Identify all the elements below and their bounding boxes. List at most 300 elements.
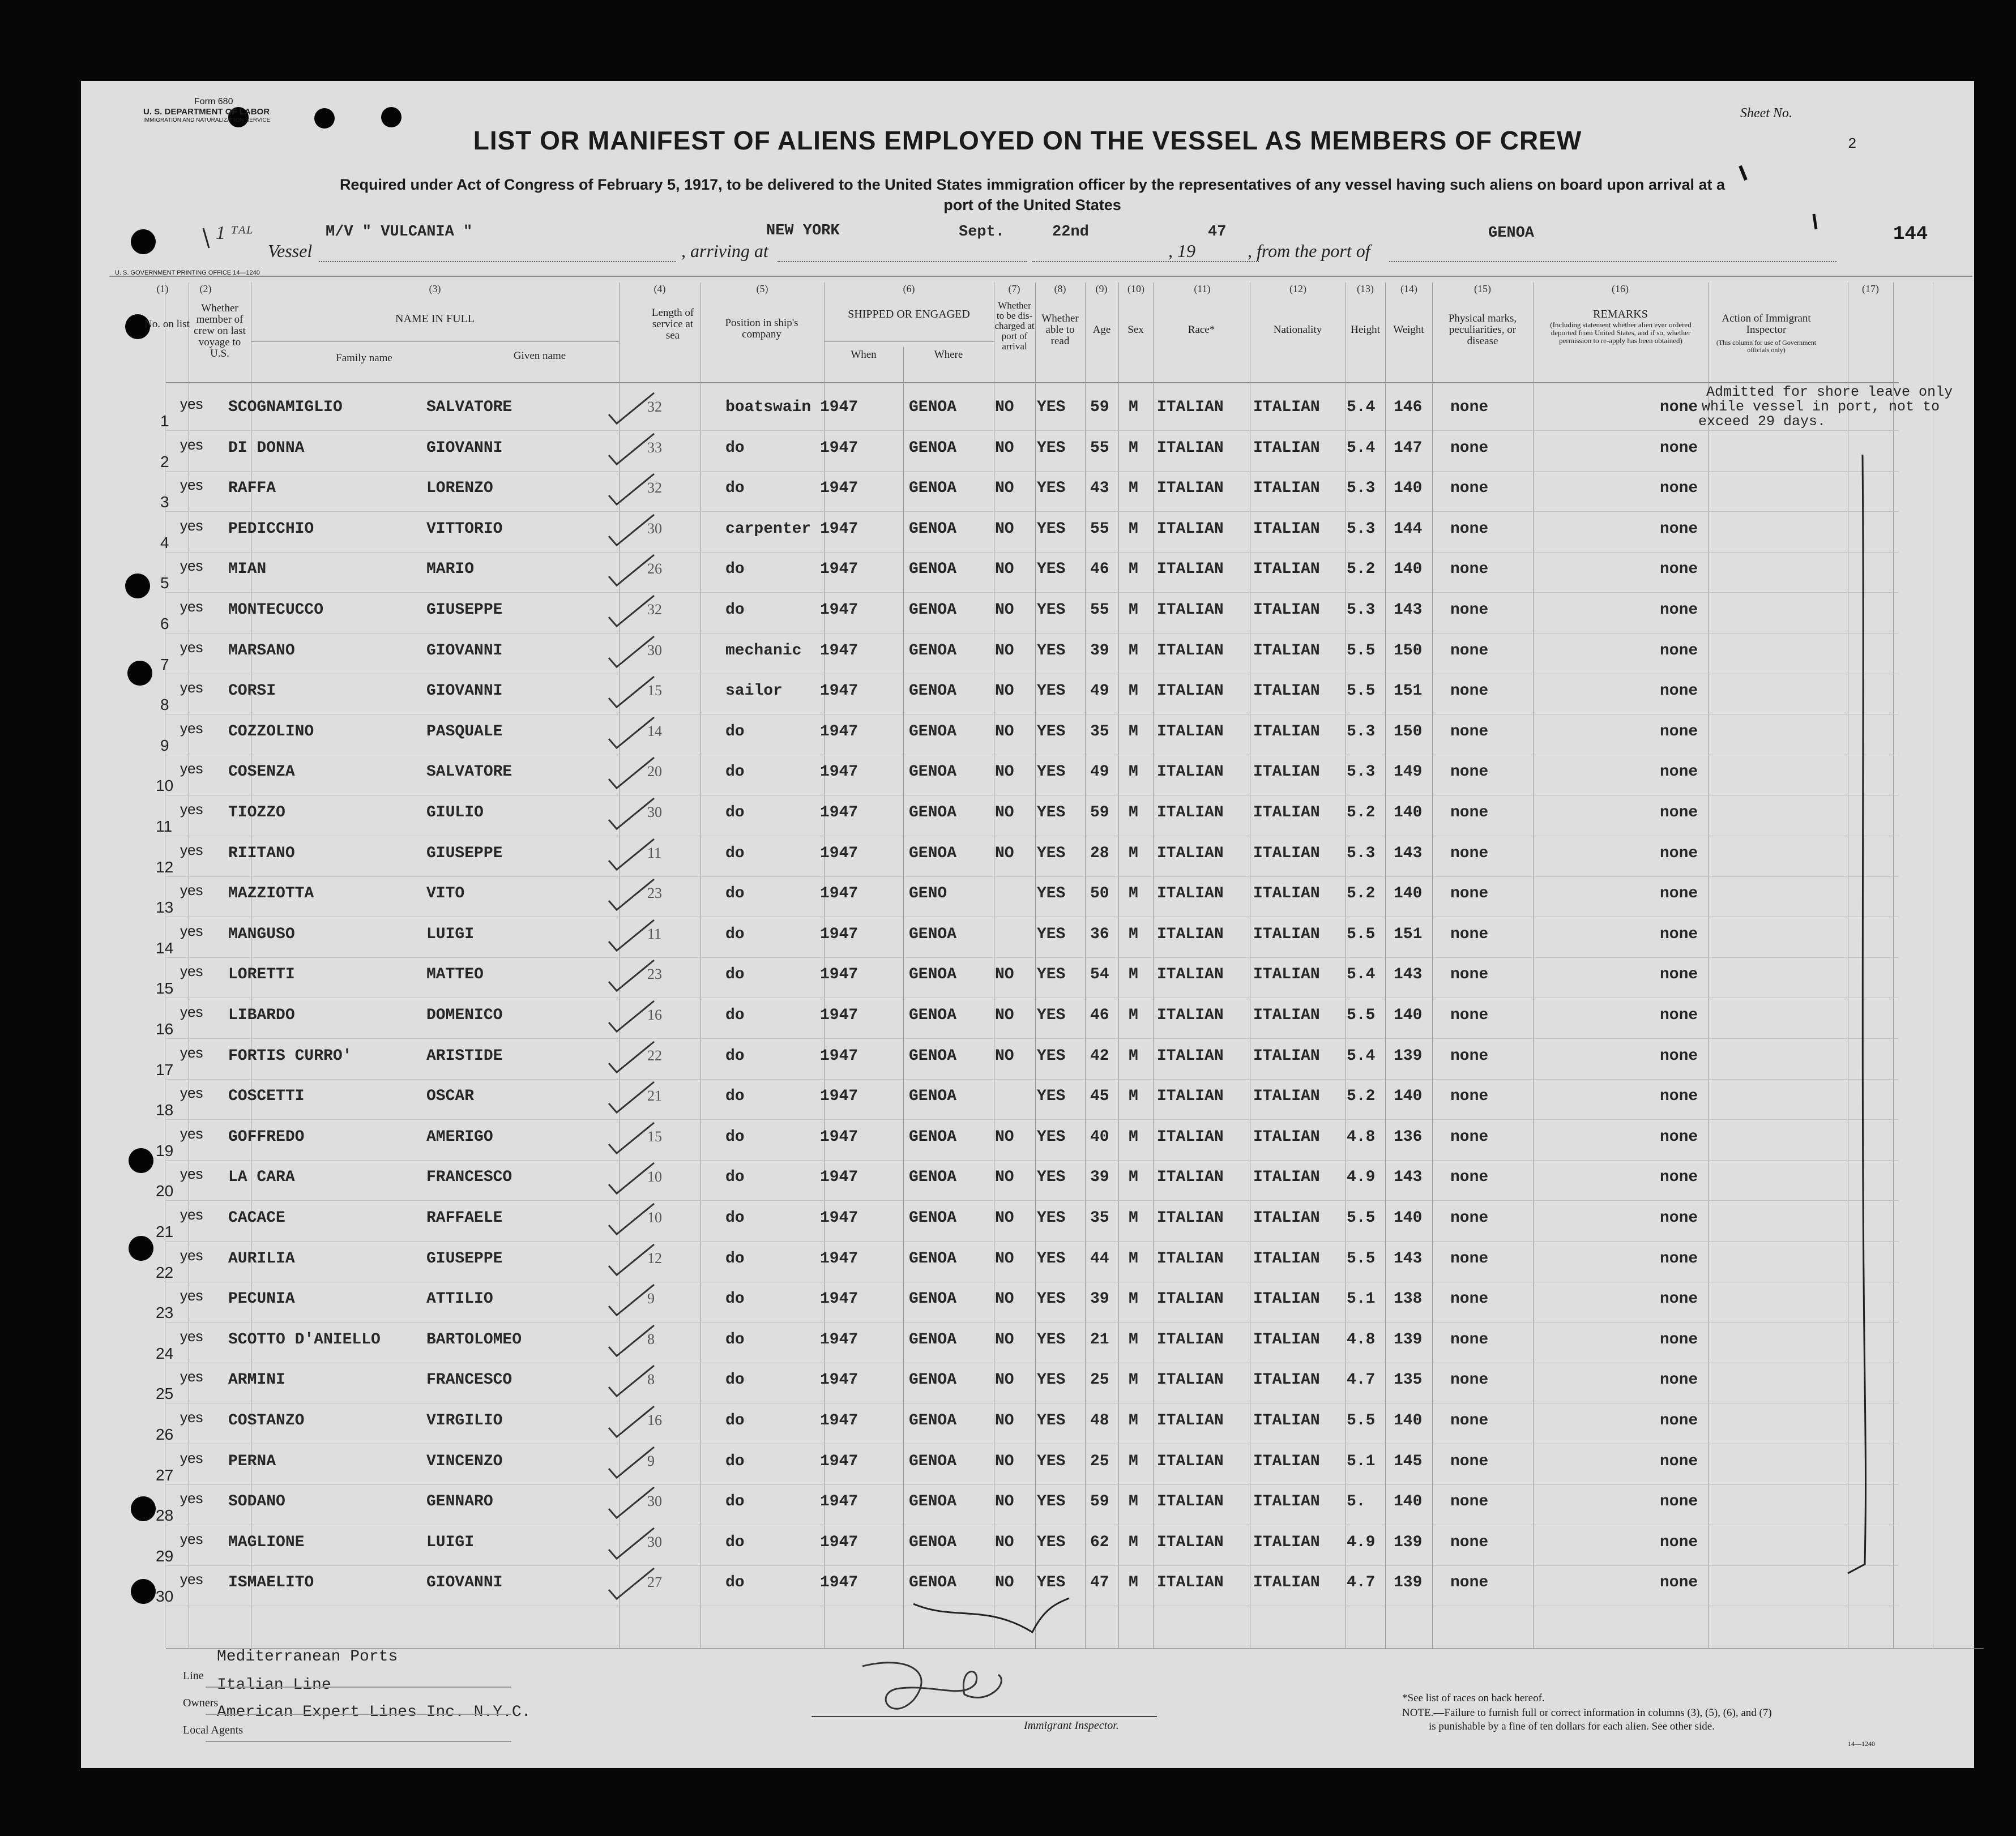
handwritten-list-mark: 1 ᵀᴬᴸ [216, 222, 254, 243]
able-to-read-cell: YES [1037, 926, 1066, 943]
crew-member-cell: yes [180, 1530, 203, 1547]
race-cell: ITALIAN [1157, 560, 1224, 578]
able-to-read-cell: YES [1037, 1209, 1066, 1227]
shipped-when-cell: 1947 [820, 1331, 858, 1349]
height-cell: 5.2 [1347, 804, 1376, 821]
arrival-day: 22nd [1052, 224, 1089, 241]
service-length-cell: 10 [647, 1209, 662, 1226]
shipped-when-cell: 1947 [820, 1290, 858, 1308]
row-number: 15 [156, 979, 174, 997]
col-header-age: Age [1092, 324, 1111, 336]
sex-cell: M [1129, 682, 1138, 700]
crew-member-cell: yes [180, 1449, 203, 1466]
sex-cell: M [1129, 804, 1138, 821]
row-number: 1 [160, 412, 169, 430]
arrival-month: Sept. [959, 224, 1005, 241]
remarks-cell: none [1660, 1574, 1698, 1591]
remarks-cell: none [1660, 1412, 1698, 1430]
shipped-when-cell: 1947 [820, 520, 858, 538]
shipped-where-cell: GENOA [909, 804, 957, 821]
service-length-cell: 14 [647, 723, 662, 739]
service-length-cell: 30 [647, 1534, 662, 1550]
nationality-cell: ITALIAN [1253, 682, 1320, 700]
height-cell: 5.5 [1347, 682, 1376, 700]
race-cell: ITALIAN [1157, 1290, 1224, 1308]
age-cell: 59 [1090, 804, 1109, 821]
able-to-read-cell: YES [1037, 1331, 1066, 1349]
service-length-cell: 32 [647, 601, 662, 618]
nationality-cell: ITALIAN [1253, 804, 1320, 821]
race-cell: ITALIAN [1157, 520, 1224, 538]
given-name-cell: LORENZO [426, 480, 493, 497]
remarks-cell: none [1660, 642, 1698, 660]
family-name-cell: MAGLIONE [228, 1534, 305, 1551]
row-number: 12 [156, 858, 174, 876]
crew-member-cell: yes [180, 476, 203, 493]
race-cell: ITALIAN [1157, 1047, 1224, 1065]
position-cell: do [725, 723, 745, 741]
position-cell: do [725, 1169, 745, 1186]
discharged-cell: NO [995, 1453, 1014, 1470]
height-cell: 5.1 [1347, 1290, 1376, 1308]
discharged-cell: NO [995, 723, 1014, 741]
shipped-where-cell: GENOA [909, 560, 957, 578]
weight-cell: 135 [1394, 1371, 1423, 1389]
crew-member-cell: yes [180, 841, 203, 858]
race-cell: ITALIAN [1157, 1453, 1224, 1470]
able-to-read-cell: YES [1037, 1453, 1066, 1470]
given-name-cell: BARTOLOMEO [426, 1331, 522, 1349]
height-cell: 5. [1347, 1493, 1366, 1510]
position-cell: do [725, 439, 745, 457]
shipped-where-cell: GENOA [909, 1250, 957, 1268]
sex-cell: M [1129, 1453, 1138, 1470]
physical-marks-cell: none [1450, 1047, 1489, 1065]
weight-cell: 139 [1394, 1331, 1423, 1349]
row-number: 9 [160, 737, 169, 754]
nationality-cell: ITALIAN [1253, 763, 1320, 781]
service-length-cell: 30 [647, 1493, 662, 1509]
discharged-cell: NO [995, 520, 1014, 538]
shipped-when-cell: 1947 [820, 1371, 858, 1389]
physical-marks-cell: none [1450, 1169, 1489, 1186]
shipped-when-cell: 1947 [820, 1047, 858, 1065]
height-cell: 4.9 [1347, 1534, 1376, 1551]
race-cell: ITALIAN [1157, 1493, 1224, 1510]
row-number: 21 [156, 1223, 174, 1240]
crew-member-cell: yes [180, 1165, 203, 1182]
column-number: (9) [1095, 283, 1108, 294]
crew-member-cell: yes [180, 1003, 203, 1020]
weight-cell: 143 [1394, 966, 1423, 983]
height-cell: 5.3 [1347, 601, 1376, 619]
age-cell: 55 [1090, 601, 1109, 619]
service-length-cell: 16 [647, 1412, 662, 1428]
position-cell: do [725, 804, 745, 821]
shipped-when-cell: 1947 [820, 560, 858, 578]
given-name-cell: PASQUALE [426, 723, 503, 741]
sex-cell: M [1129, 926, 1138, 943]
sex-cell: M [1129, 845, 1138, 862]
row-number: 5 [160, 574, 169, 592]
sex-cell: M [1129, 399, 1138, 416]
height-cell: 5.5 [1347, 1007, 1376, 1024]
col-header-remarks-note: (Including statement whether alien ever ordered deported from United States, and if so, whether permission to re-apply has been obtained) [1550, 320, 1692, 345]
shipped-where-cell: GENOA [909, 1088, 957, 1105]
nationality-cell: ITALIAN [1253, 723, 1320, 741]
shipped-where-cell: GENOA [909, 520, 957, 538]
shipped-where-cell: GENOA [909, 723, 957, 741]
sex-cell: M [1129, 1331, 1138, 1349]
shipped-when-cell: 1947 [820, 804, 858, 821]
nationality-cell: ITALIAN [1253, 1290, 1320, 1308]
given-name-cell: GIOVANNI [426, 1574, 503, 1591]
crew-member-cell: yes [180, 1084, 203, 1101]
race-cell: ITALIAN [1157, 1169, 1224, 1186]
shipped-when-cell: 1947 [820, 723, 858, 741]
from-port-label: , from the port of [1248, 241, 1370, 261]
family-name-cell: COZZOLINO [228, 723, 314, 741]
nationality-cell: ITALIAN [1253, 1574, 1320, 1591]
year-prefix: , 19 [1168, 241, 1195, 261]
service-name: IMMIGRATION AND NATURALIZATION SERVICE [143, 117, 271, 123]
able-to-read-cell: YES [1037, 1493, 1066, 1510]
manifest-sheet [81, 81, 1974, 1768]
race-cell: ITALIAN [1157, 845, 1224, 862]
family-name-cell: COSTANZO [228, 1412, 305, 1430]
age-cell: 25 [1090, 1371, 1109, 1389]
row-number: 4 [160, 534, 169, 551]
family-name-cell: COSCETTI [228, 1088, 305, 1105]
position-cell: do [725, 1209, 745, 1227]
height-cell: 5.5 [1347, 642, 1376, 660]
position-cell: do [725, 885, 745, 902]
weight-cell: 136 [1394, 1128, 1423, 1146]
able-to-read-cell: YES [1037, 1534, 1066, 1551]
given-name-cell: VINCENZO [426, 1453, 503, 1470]
given-name-cell: GIUSEPPE [426, 845, 503, 862]
position-cell: do [725, 1331, 745, 1349]
nationality-cell: ITALIAN [1253, 1453, 1320, 1470]
remarks-cell: none [1660, 723, 1698, 741]
able-to-read-cell: YES [1037, 966, 1066, 983]
given-name-cell: FRANCESCO [426, 1169, 512, 1186]
family-name-cell: MANGUSO [228, 926, 295, 943]
year-suffix: 47 [1208, 224, 1227, 241]
row-number: 28 [156, 1507, 174, 1524]
shipped-when-cell: 1947 [820, 1493, 858, 1510]
col-header-family: Family name [336, 352, 392, 364]
row-number: 24 [156, 1345, 174, 1362]
weight-cell: 143 [1394, 601, 1423, 619]
age-cell: 39 [1090, 1290, 1109, 1308]
shipped-where-cell: GENOA [909, 642, 957, 660]
discharged-cell: NO [995, 682, 1014, 700]
physical-marks-cell: none [1450, 1331, 1489, 1349]
race-cell: ITALIAN [1157, 480, 1224, 497]
shipped-when-cell: 1947 [820, 763, 858, 781]
sex-cell: M [1129, 601, 1138, 619]
nationality-cell: ITALIAN [1253, 966, 1320, 983]
family-name-cell: SCOTTO D'ANIELLO [228, 1331, 381, 1349]
nationality-cell: ITALIAN [1253, 1007, 1320, 1024]
race-cell: ITALIAN [1157, 1574, 1224, 1591]
shipped-when-cell: 1947 [820, 1128, 858, 1146]
weight-cell: 140 [1394, 1209, 1423, 1227]
weight-cell: 143 [1394, 1250, 1423, 1268]
able-to-read-cell: YES [1037, 1290, 1066, 1308]
position-cell: do [725, 1574, 745, 1591]
position-cell: do [725, 966, 745, 983]
nationality-cell: ITALIAN [1253, 1169, 1320, 1186]
race-cell: ITALIAN [1157, 1250, 1224, 1268]
family-name-cell: SCOGNAMIGLIO [228, 399, 343, 416]
able-to-read-cell: YES [1037, 1574, 1066, 1591]
family-name-cell: LA CARA [228, 1169, 295, 1186]
crew-member-cell: yes [180, 1044, 203, 1061]
column-number: (10) [1127, 283, 1144, 294]
nationality-cell: ITALIAN [1253, 399, 1320, 416]
service-length-cell: 9 [647, 1290, 655, 1307]
crew-member-cell: yes [180, 557, 203, 574]
family-name-cell: MARSANO [228, 642, 295, 660]
sex-cell: M [1129, 966, 1138, 983]
crew-member-cell: yes [180, 395, 203, 412]
sex-cell: M [1129, 520, 1138, 538]
position-cell: do [725, 560, 745, 578]
remarks-cell: none [1660, 1331, 1698, 1349]
age-cell: 49 [1090, 763, 1109, 781]
height-cell: 5.4 [1347, 966, 1376, 983]
form-number: Form 680 [194, 97, 233, 106]
height-cell: 5.2 [1347, 560, 1376, 578]
physical-marks-cell: none [1450, 1128, 1489, 1146]
shipped-when-cell: 1947 [820, 1534, 858, 1551]
stamp-number: 144 [1893, 224, 1928, 245]
given-name-cell: LUIGI [426, 926, 475, 943]
column-number: (2) [199, 283, 212, 294]
age-cell: 59 [1090, 399, 1109, 416]
shipped-when-cell: 1947 [820, 399, 858, 416]
column-number: (14) [1400, 283, 1417, 294]
height-cell: 5.5 [1347, 1209, 1376, 1227]
position-cell: do [725, 480, 745, 497]
row-number: 23 [156, 1304, 174, 1321]
physical-marks-cell: none [1450, 642, 1489, 660]
shipped-where-cell: GENOA [909, 1128, 957, 1146]
age-cell: 42 [1090, 1047, 1109, 1065]
shipped-when-cell: 1947 [820, 1007, 858, 1024]
sex-cell: M [1129, 723, 1138, 741]
nationality-cell: ITALIAN [1253, 845, 1320, 862]
nationality-cell: ITALIAN [1253, 1047, 1320, 1065]
service-length-cell: 8 [647, 1331, 655, 1347]
nationality-cell: ITALIAN [1253, 601, 1320, 619]
row-number: 7 [160, 656, 169, 673]
weight-cell: 143 [1394, 845, 1423, 862]
agents-value: American Expert Lines Inc. N.Y.C. [217, 1704, 531, 1721]
col-header-race: Race* [1188, 324, 1215, 336]
service-length-cell: 16 [647, 1007, 662, 1023]
race-cell: ITALIAN [1157, 682, 1224, 700]
service-length-cell: 20 [647, 763, 662, 780]
sex-cell: M [1129, 1007, 1138, 1024]
sex-cell: M [1129, 1412, 1138, 1430]
crew-member-cell: yes [180, 639, 203, 656]
weight-cell: 140 [1394, 1088, 1423, 1105]
position-cell: do [725, 845, 745, 862]
weight-cell: 140 [1394, 1493, 1423, 1510]
col-header-no: No. on list [144, 318, 190, 330]
position-cell: do [725, 1128, 745, 1146]
able-to-read-cell: YES [1037, 1371, 1066, 1389]
nationality-cell: ITALIAN [1253, 520, 1320, 538]
race-cell: ITALIAN [1157, 1412, 1224, 1430]
page-title: LIST OR MANIFEST OF ALIENS EMPLOYED ON THE VESSEL AS MEMBERS OF CREW [473, 126, 1582, 155]
crew-member-cell: yes [180, 517, 203, 534]
family-name-cell: SODANO [228, 1493, 285, 1510]
position-cell: do [725, 1453, 745, 1470]
row-number: 27 [156, 1466, 174, 1484]
position-cell: boatswain [725, 399, 811, 416]
physical-marks-cell: none [1450, 1453, 1489, 1470]
row-number: 3 [160, 493, 169, 511]
row-number: 14 [156, 939, 174, 957]
race-cell: ITALIAN [1157, 601, 1224, 619]
column-number: (12) [1289, 283, 1306, 294]
age-cell: 43 [1090, 480, 1109, 497]
shipped-when-cell: 1947 [820, 682, 858, 700]
able-to-read-cell: YES [1037, 399, 1066, 416]
col-header-height: Height [1351, 324, 1380, 336]
height-cell: 5.3 [1347, 480, 1376, 497]
physical-marks-cell: none [1450, 601, 1489, 619]
family-name-cell: DI DONNA [228, 439, 305, 457]
shipped-when-cell: 1947 [820, 439, 858, 457]
height-cell: 4.9 [1347, 1169, 1376, 1186]
shipped-where-cell: GENOA [909, 399, 957, 416]
column-number: (15) [1474, 283, 1491, 294]
physical-marks-cell: none [1450, 399, 1489, 416]
service-length-cell: 12 [647, 1250, 662, 1266]
remarks-cell: none [1660, 1088, 1698, 1105]
age-cell: 59 [1090, 1493, 1109, 1510]
given-name-cell: MATTEO [426, 966, 484, 983]
weight-cell: 140 [1394, 885, 1423, 902]
given-name-cell: LUIGI [426, 1534, 475, 1551]
physical-marks-cell: none [1450, 1412, 1489, 1430]
remarks-cell: none [1660, 560, 1698, 578]
physical-marks-cell: none [1450, 682, 1489, 700]
column-number: (5) [756, 283, 768, 294]
nationality-cell: ITALIAN [1253, 1493, 1320, 1510]
weight-cell: 140 [1394, 1007, 1423, 1024]
family-name-cell: CORSI [228, 682, 276, 700]
department-name: U. S. DEPARTMENT OF LABOR [143, 107, 270, 117]
nationality-cell: ITALIAN [1253, 1371, 1320, 1389]
service-length-cell: 30 [647, 642, 662, 658]
weight-cell: 149 [1394, 763, 1423, 781]
shipped-where-cell: GENOA [909, 1169, 957, 1186]
nationality-cell: ITALIAN [1253, 439, 1320, 457]
position-cell: do [725, 1088, 745, 1105]
position-cell: do [725, 1412, 745, 1430]
shipped-where-cell: GENOA [909, 1412, 957, 1430]
row-number: 11 [156, 818, 173, 835]
service-length-cell: 30 [647, 804, 662, 820]
given-name-cell: MARIO [426, 560, 475, 578]
owners-label: Owners [183, 1697, 219, 1709]
discharged-cell: NO [995, 1128, 1014, 1146]
age-cell: 46 [1090, 560, 1109, 578]
col-header-when: When [851, 349, 877, 361]
position-cell: do [725, 1371, 745, 1389]
nationality-cell: ITALIAN [1253, 885, 1320, 902]
position-cell: sailor [725, 682, 783, 700]
shipped-when-cell: 1947 [820, 1088, 858, 1105]
discharged-cell: NO [995, 1534, 1014, 1551]
column-number: (6) [903, 283, 915, 294]
shipped-where-cell: GENOA [909, 1453, 957, 1470]
shipped-when-cell: 1947 [820, 601, 858, 619]
given-name-cell: GIOVANNI [426, 439, 503, 457]
shipped-where-cell: GENOA [909, 763, 957, 781]
crew-member-cell: yes [180, 922, 203, 939]
remarks-cell: none [1660, 966, 1698, 983]
weight-cell: 139 [1394, 1047, 1423, 1065]
line-label: Line [183, 1670, 204, 1682]
service-length-cell: 23 [647, 966, 662, 982]
physical-marks-cell: none [1450, 763, 1489, 781]
able-to-read-cell: YES [1037, 601, 1066, 619]
family-name-cell: COSENZA [228, 763, 295, 781]
remarks-cell: none [1660, 439, 1698, 457]
height-cell: 5.1 [1347, 1453, 1376, 1470]
row-number: 2 [160, 453, 169, 470]
crew-member-cell: yes [180, 760, 203, 777]
position-cell: carpenter [725, 520, 811, 538]
position-cell: do [725, 926, 745, 943]
discharged-cell: NO [995, 1209, 1014, 1227]
able-to-read-cell: YES [1037, 1088, 1066, 1105]
shipped-where-cell: GENOA [909, 1331, 957, 1349]
remarks-cell: none [1660, 1209, 1698, 1227]
col-header-marks: Physical marks, peculiarities, or disease [1448, 313, 1517, 347]
service-length-cell: 8 [647, 1371, 655, 1388]
row-number: 19 [156, 1142, 174, 1159]
race-cell: ITALIAN [1157, 1331, 1224, 1349]
row-number: 29 [156, 1547, 174, 1565]
position-cell: do [725, 1047, 745, 1065]
remarks-cell: none [1660, 601, 1698, 619]
sex-cell: M [1129, 480, 1138, 497]
nationality-cell: ITALIAN [1253, 642, 1320, 660]
shipped-where-cell: GENOA [909, 1534, 957, 1551]
height-cell: 4.8 [1347, 1331, 1376, 1349]
family-name-cell: RAFFA [228, 480, 276, 497]
discharged-cell: NO [995, 1493, 1014, 1510]
row-number: 6 [160, 615, 169, 632]
remarks-cell: none [1660, 1290, 1698, 1308]
weight-cell: 144 [1394, 520, 1423, 538]
sex-cell: M [1129, 1534, 1138, 1551]
given-name-cell: FRANCESCO [426, 1371, 512, 1389]
family-name-cell: PECUNIA [228, 1290, 295, 1308]
physical-marks-cell: none [1450, 480, 1489, 497]
age-cell: 25 [1090, 1453, 1109, 1470]
nationality-cell: ITALIAN [1253, 1331, 1320, 1349]
nationality-cell: ITALIAN [1253, 1128, 1320, 1146]
